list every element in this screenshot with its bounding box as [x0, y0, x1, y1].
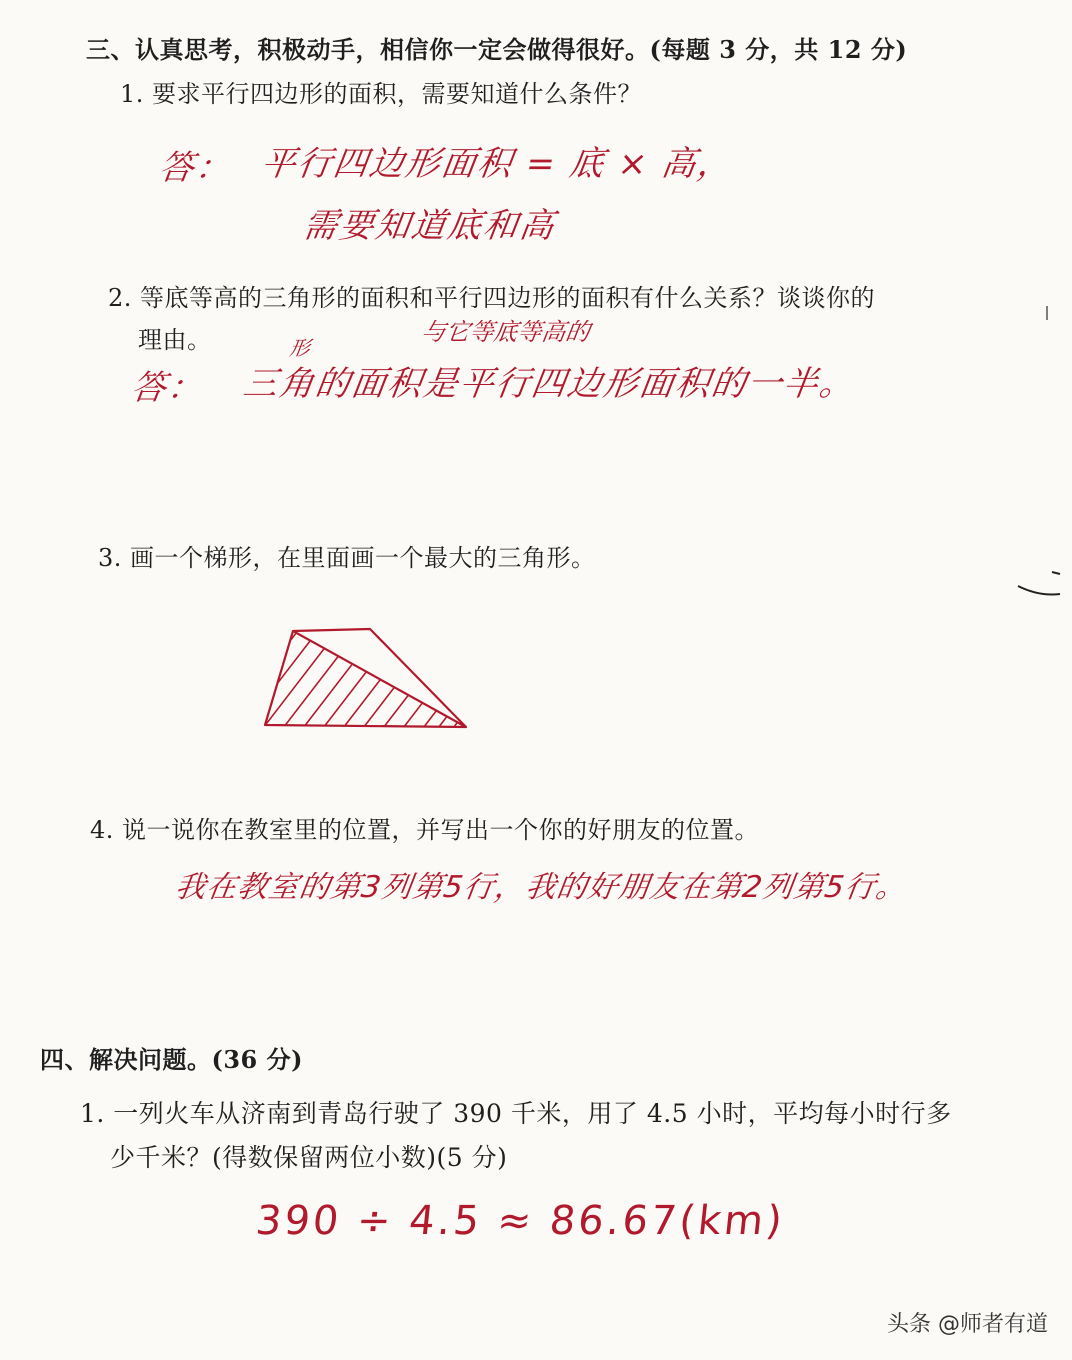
q2-answer-insert-small: 形	[288, 336, 312, 360]
watermark: 头条 @师者有道	[887, 1312, 1048, 1337]
q2-question-line1: 2. 等底等高的三角形的面积和平行四边形的面积有什么关系？谈谈你的	[108, 284, 876, 312]
s4-q1-answer: 390 ÷ 4.5 ≈ 86.67(km)	[253, 1198, 788, 1244]
triangle-diagonal	[293, 631, 466, 727]
q1-answer-line1: 平行四边形面积 = 底 × 高，	[258, 144, 737, 184]
s4-q1-question-line2: 少千米？(得数保留两位小数)(5 分)	[110, 1143, 508, 1172]
scan-mark	[1044, 306, 1050, 322]
trapezoid-drawing	[250, 615, 490, 745]
scan-mark	[1014, 566, 1064, 596]
section3-heading: 三、认真思考，积极动手，相信你一定会做得很好。(每题 3 分，共 12 分)	[86, 35, 908, 64]
s4-q1-question-line1: 1. 一列火车从济南到青岛行驶了 390 千米，用了 4.5 小时，平均每小时行多	[80, 1099, 952, 1128]
section4-heading: 四、解决问题。(36 分)	[40, 1045, 303, 1074]
q2-answer: 三角的面积是平行四边形面积的一半。	[240, 364, 859, 404]
q2-answer-insert: 与它等底等高的	[419, 318, 592, 346]
q1-answer-line2: 需要知道底和高	[300, 206, 559, 246]
q4-question: 4. 说一说你在教室里的位置，并写出一个你的好朋友的位置。	[90, 816, 760, 844]
q3-question: 3. 画一个梯形，在里面画一个最大的三角形。	[98, 544, 596, 572]
q2-question-line2: 理由。	[138, 326, 212, 354]
q2-answer-prefix: 答：	[128, 368, 207, 408]
q4-answer: 我在教室的第3列第5行，我的好朋友在第2列第5行。	[173, 870, 910, 905]
q1-question: 1. 要求平行四边形的面积，需要知道什么条件？	[120, 80, 643, 108]
q1-answer-prefix: 答：	[156, 148, 235, 188]
